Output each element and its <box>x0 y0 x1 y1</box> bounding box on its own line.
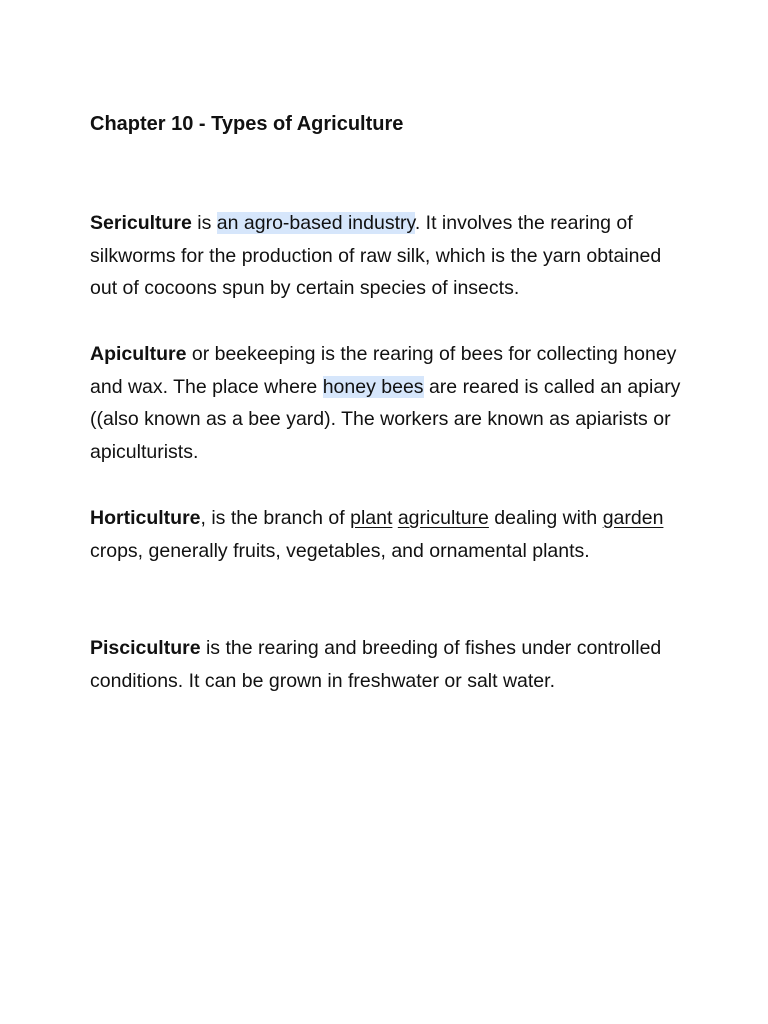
term-horticulture: Horticulture <box>90 507 201 529</box>
link-agriculture[interactable]: agriculture <box>397 507 489 529</box>
highlighted-text: honey bees <box>322 375 424 398</box>
term-apiculture: Apiculture <box>90 343 187 365</box>
paragraph-text: , is the branch of <box>200 507 351 529</box>
link-plant[interactable]: plant <box>350 507 393 529</box>
paragraph-text: dealing with <box>488 507 603 529</box>
page-title: Chapter 10 - Types of Agriculture <box>90 113 404 135</box>
highlighted-text: an agro-based industry <box>216 212 415 234</box>
paragraph-text: crops, generally fruits, vegetables, and ornamental plants. <box>90 539 590 562</box>
paragraph-sericulture <box>90 207 690 305</box>
link-garden[interactable]: garden <box>602 507 664 529</box>
paragraph-text: is <box>191 212 217 234</box>
paragraph-pisciculture <box>90 632 690 697</box>
paragraph-horticulture <box>90 502 690 567</box>
term-pisciculture: Pisciculture <box>90 637 201 659</box>
paragraph-apiculture <box>90 338 690 468</box>
paragraph-text: is the rearing and breeding of fishes under controlled conditions. It can be grown in freshwater or salt water. <box>90 637 662 692</box>
paragraph-text: . It involves the rearing of silkworms for the production of raw silk, which is the yarn obtained out of cocoons spun by certain species of insects. <box>90 212 662 299</box>
paragraph-text: are reared is called an apiary ((also known as a bee yard). The workers are known as apiarists or apiculturists. <box>90 375 681 463</box>
term-sericulture: Sericulture <box>90 212 192 234</box>
paragraph-text: or beekeeping is the rearing of bees for collecting honey and wax. The place where <box>90 343 677 398</box>
